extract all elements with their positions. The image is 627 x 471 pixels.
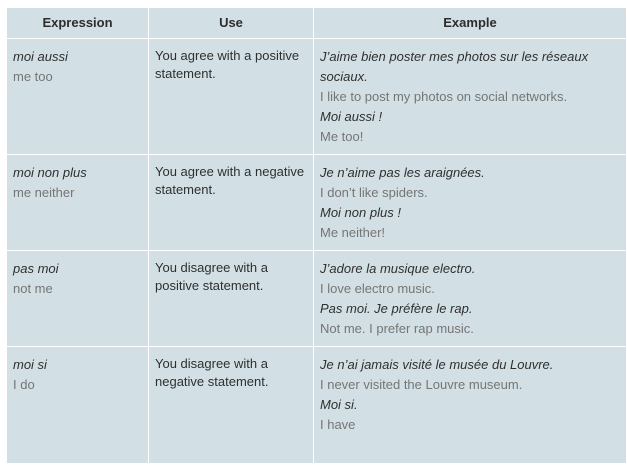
- expression-english: I do: [13, 377, 35, 392]
- example-cell: [314, 155, 627, 251]
- example-english-line: I love electro music.: [320, 281, 435, 296]
- expression-cell: [7, 155, 149, 251]
- table-row: [7, 155, 627, 251]
- example-english-line: Not me. I prefer rap music.: [320, 321, 474, 336]
- example-cell: [314, 39, 627, 155]
- expressions-table: [6, 7, 627, 464]
- example-french-line: Moi si.: [320, 397, 358, 412]
- use-text: You agree with a negative statement.: [155, 164, 305, 197]
- header-expression: Expression: [7, 8, 149, 39]
- expression-english: me neither: [13, 185, 75, 200]
- expression-cell: [7, 347, 149, 464]
- expression-cell: [7, 251, 149, 347]
- example-french-line: J’adore la musique electro.: [320, 261, 476, 276]
- use-text: You disagree with a positive statement.: [155, 260, 268, 293]
- table-row: [7, 347, 627, 464]
- expression-french: pas moi: [13, 261, 59, 276]
- expression-french: moi aussi: [13, 49, 68, 64]
- example-english-line: I don’t like spiders.: [320, 185, 428, 200]
- use-cell: [149, 39, 314, 155]
- expression-english: me too: [13, 69, 53, 84]
- example-french-line: Je n’ai jamais visité le musée du Louvre.: [320, 357, 554, 372]
- example-french-line: Je n’aime pas les araignées.: [320, 165, 485, 180]
- header-use: Use: [149, 8, 314, 39]
- example-cell: [314, 251, 627, 347]
- use-text: You agree with a positive statement.: [155, 48, 300, 81]
- expression-cell: [7, 39, 149, 155]
- example-french-line: J’aime bien poster mes photos sur les réseaux sociaux.: [320, 49, 589, 84]
- use-cell: [149, 251, 314, 347]
- example-english-line: I have: [320, 417, 356, 432]
- example-french-line: Moi aussi !: [320, 109, 383, 124]
- example-english-line: I never visited the Louvre museum.: [320, 377, 523, 392]
- example-english-line: Me too!: [320, 129, 364, 144]
- example-french-line: Pas moi. Je préfère le rap.: [320, 301, 473, 316]
- use-cell: [149, 155, 314, 251]
- table-row: [7, 251, 627, 347]
- expressions-table-container: [6, 7, 626, 468]
- header-example: Example: [314, 8, 627, 39]
- example-english-line: Me neither!: [320, 225, 386, 240]
- use-cell: [149, 347, 314, 464]
- expression-french: moi non plus: [13, 165, 87, 180]
- example-english-line: I like to post my photos on social networks.: [320, 89, 568, 104]
- expression-english: not me: [13, 281, 53, 296]
- table-header-row: [7, 8, 627, 39]
- table-row: [7, 39, 627, 155]
- expression-french: moi si: [13, 357, 47, 372]
- example-cell: [314, 347, 627, 464]
- example-french-line: Moi non plus !: [320, 205, 401, 220]
- use-text: You disagree with a negative statement.: [155, 356, 269, 389]
